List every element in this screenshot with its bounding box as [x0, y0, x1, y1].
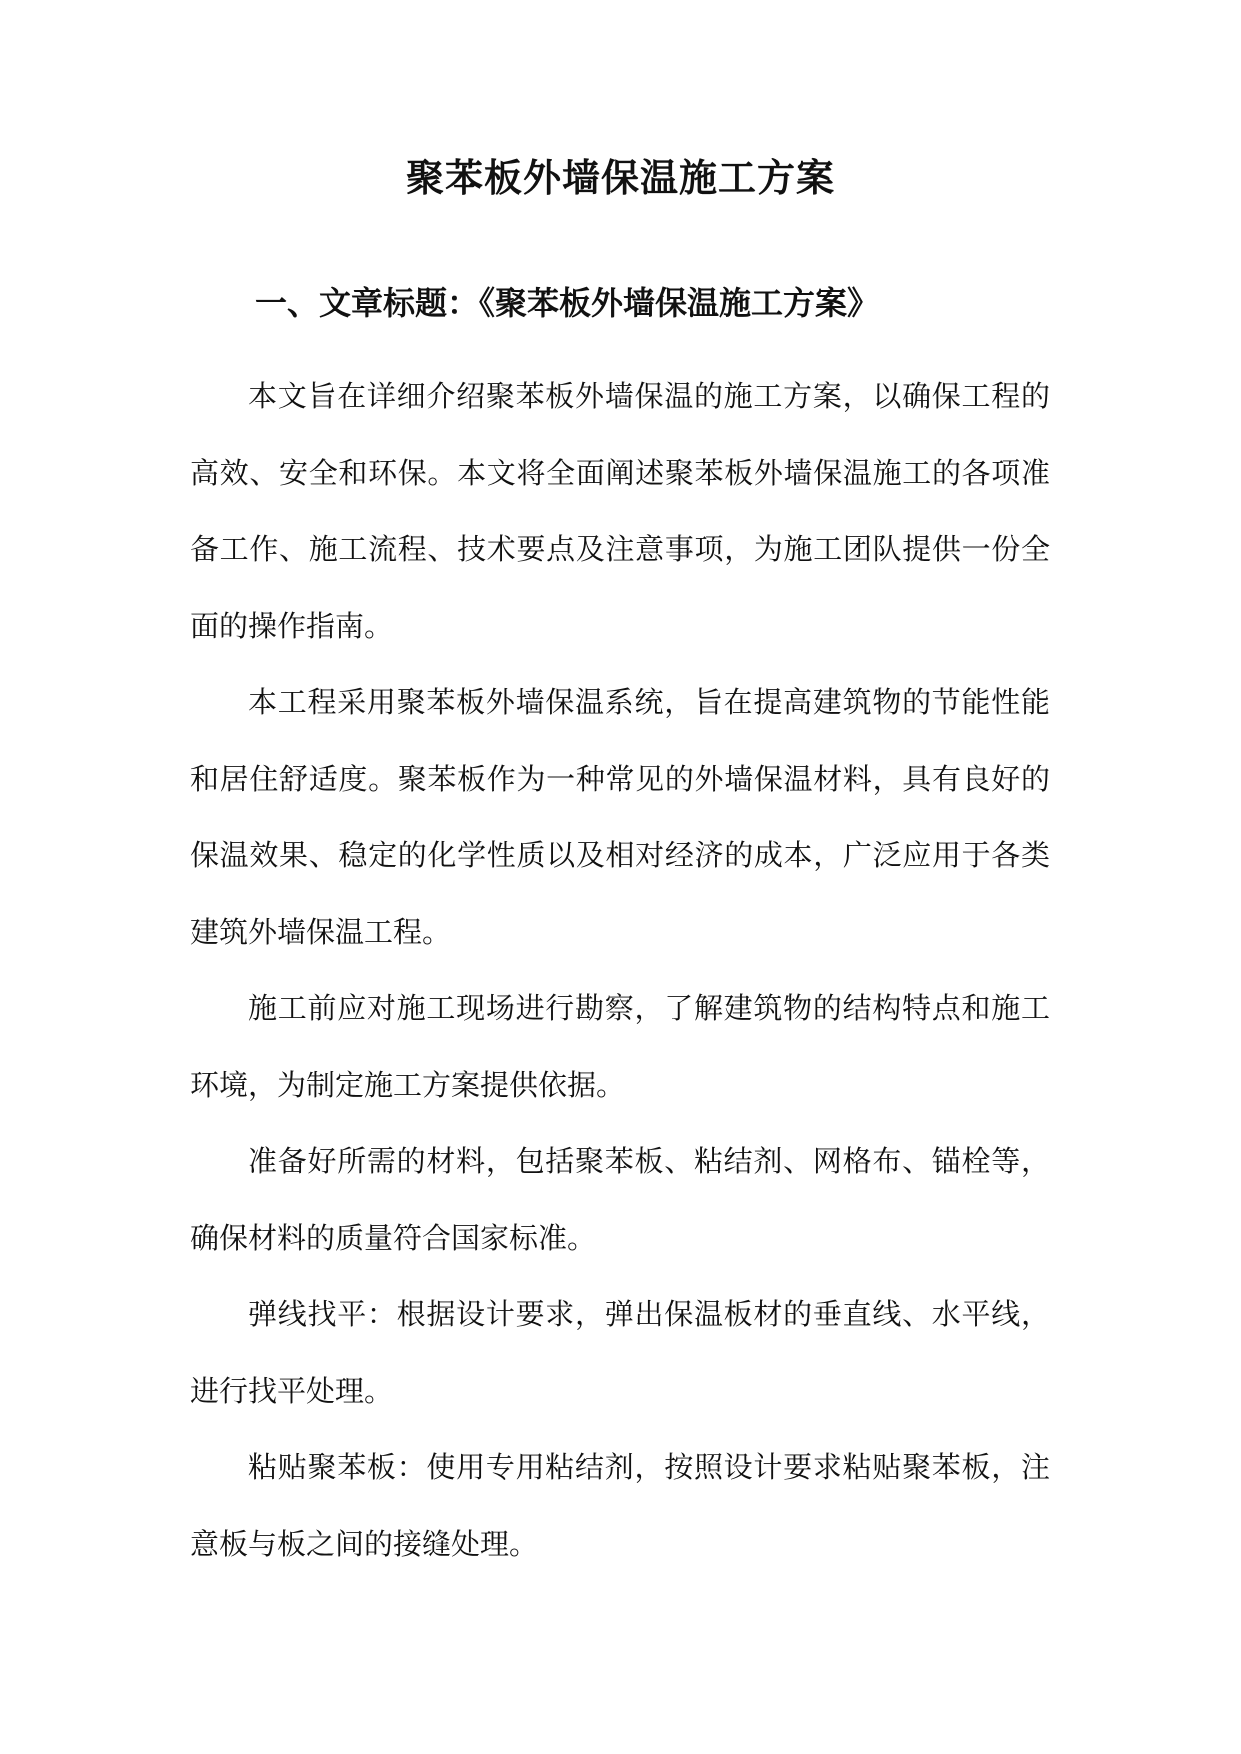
paragraph-line-leveling: 弹线找平：根据设计要求，弹出保温板材的垂直线、水平线，进行找平处理。	[190, 1297, 1050, 1408]
paragraph-board-pasting: 粘贴聚苯板：使用专用粘结剂，按照设计要求粘贴聚苯板，注意板与板之间的接缝处理。	[190, 1450, 1050, 1561]
paragraph-project-overview: 本工程采用聚苯板外墙保温系统，旨在提高建筑物的节能性能和居住舒适度。聚苯板作为一种常见的外墙保温材料，具有良好的保温效果、稳定的化学性质以及相对经济的成本，广泛应用于各类建筑外墙保温工程。	[190, 685, 1050, 949]
document-body	[190, 358, 1050, 1582]
document-title: 聚苯板外墙保温施工方案	[405, 155, 835, 200]
section-heading: 一、文章标题：《聚苯板外墙保温施工方案》	[255, 284, 880, 322]
paragraph-site-survey: 施工前应对施工现场进行勘察，了解建筑物的结构特点和施工环境，为制定施工方案提供依据。	[190, 991, 1050, 1102]
paragraph-intro: 本文旨在详细介绍聚苯板外墙保温的施工方案，以确保工程的高效、安全和环保。本文将全面阐述聚苯板外墙保温施工的各项准备工作、施工流程、技术要点及注意事项，为施工团队提供一份全面的操作指南。	[190, 379, 1050, 643]
paragraph-materials: 准备好所需的材料，包括聚苯板、粘结剂、网格布、锚栓等，确保材料的质量符合国家标准。	[190, 1144, 1050, 1255]
